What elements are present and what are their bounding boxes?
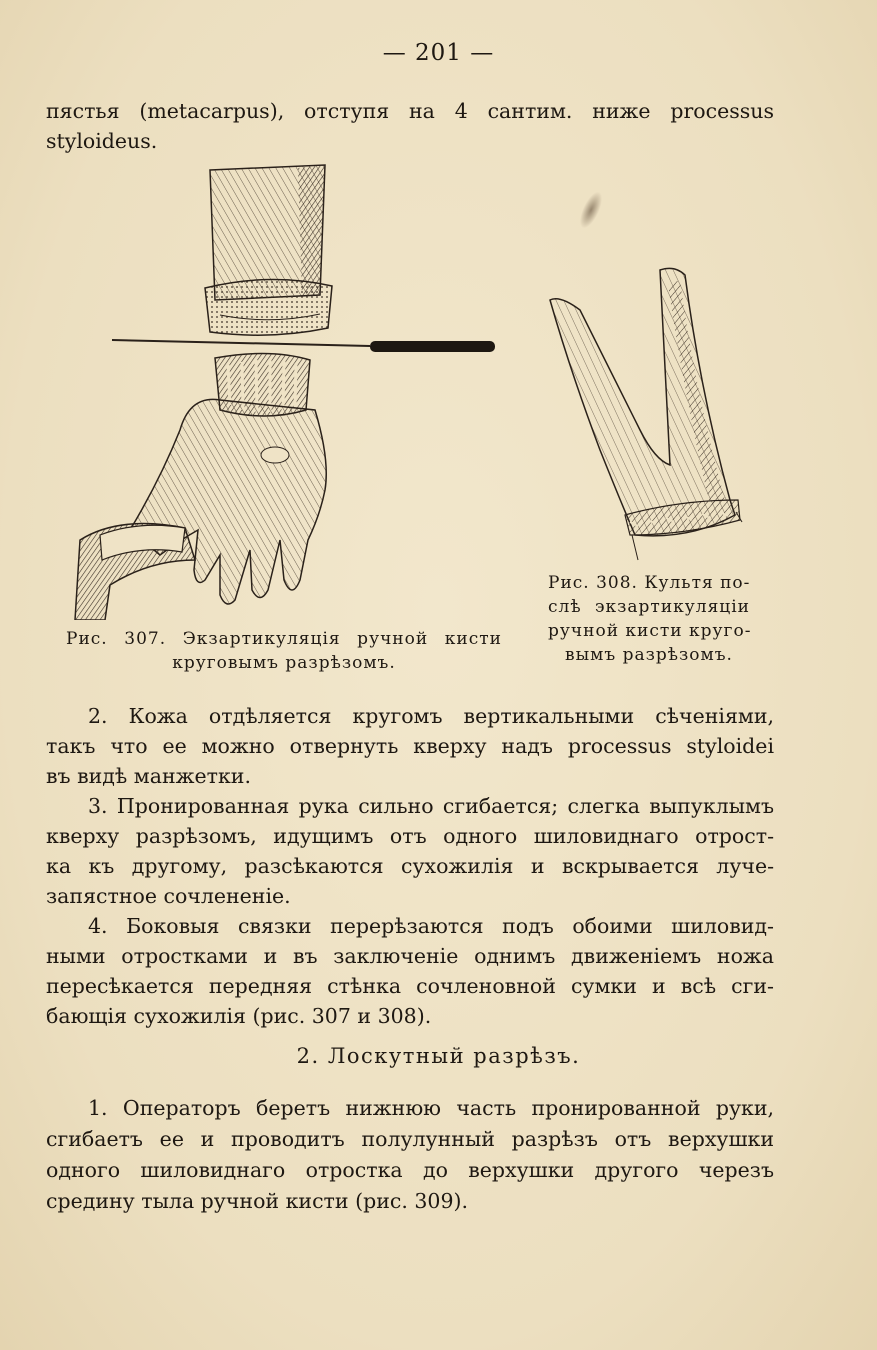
text-line: одного шиловиднаго отростка до верхушки другого черезъ — [46, 1158, 774, 1182]
text-line: средину тыла ручной кисти (рис. 309). — [46, 1189, 469, 1213]
figure-308-caption: ручной кисти круго- — [548, 621, 752, 641]
page-number: — 201 — — [382, 40, 495, 66]
text-line: кверху разрѣзомъ, идущимъ отъ одного шиловиднаго отрост- — [46, 824, 774, 848]
text-line: сгибаетъ ее и проводитъ полулунный разрѣзъ отъ верхушки — [46, 1127, 774, 1151]
text-line: 2. Кожа отдѣляется кругомъ вертикальными сѣченіями, — [88, 704, 774, 728]
figure-308-caption: слѣ экзартикуляціи — [548, 597, 750, 617]
text-line: 3. Пронированная рука сильно сгибается; слегка выпуклымъ — [88, 794, 774, 818]
text-line: въ видѣ манжетки. — [46, 764, 251, 788]
text-line: пересѣкается передняя стѣнка сочленовной сумки и всѣ сги- — [46, 974, 774, 998]
text-line: 1. Операторъ беретъ нижнюю часть пронированной руки, — [88, 1096, 774, 1120]
section-heading: 2. Лоскутный разрѣзъ. — [296, 1044, 581, 1068]
figure-308-caption: вымъ разрѣзомъ. — [565, 645, 733, 665]
ink-smudge — [575, 188, 606, 231]
figure-308-caption: Рис. 308. Культя по- — [548, 573, 751, 593]
figure-307-caption: круговымъ разрѣзомъ. — [172, 653, 396, 673]
text-line: ка къ другому, разсѣкаются сухожилія и вскрывается луче- — [46, 854, 774, 878]
figure-307-illustration — [70, 160, 510, 620]
text-line: запястное сочлененіе. — [46, 884, 291, 908]
text-line: бающія сухожилія (рис. 307 и 308). — [46, 1004, 432, 1028]
text-line: такъ что ее можно отвернуть кверху надъ processus styloidei — [46, 734, 774, 758]
text-line: 4. Боковыя связки перерѣзаются подъ обоими шиловид- — [88, 914, 774, 938]
figure-307-caption: Рис. 307. Экзартикуляція ручной кисти — [66, 629, 502, 649]
text-line: пястья (metacarpus), отступя на 4 сантим. ниже processus — [46, 99, 774, 123]
text-line: ными отростками и въ заключеніе однимъ движеніемъ ножа — [46, 944, 774, 968]
figure-308-illustration — [540, 250, 750, 570]
text-line: styloideus. — [46, 129, 158, 153]
